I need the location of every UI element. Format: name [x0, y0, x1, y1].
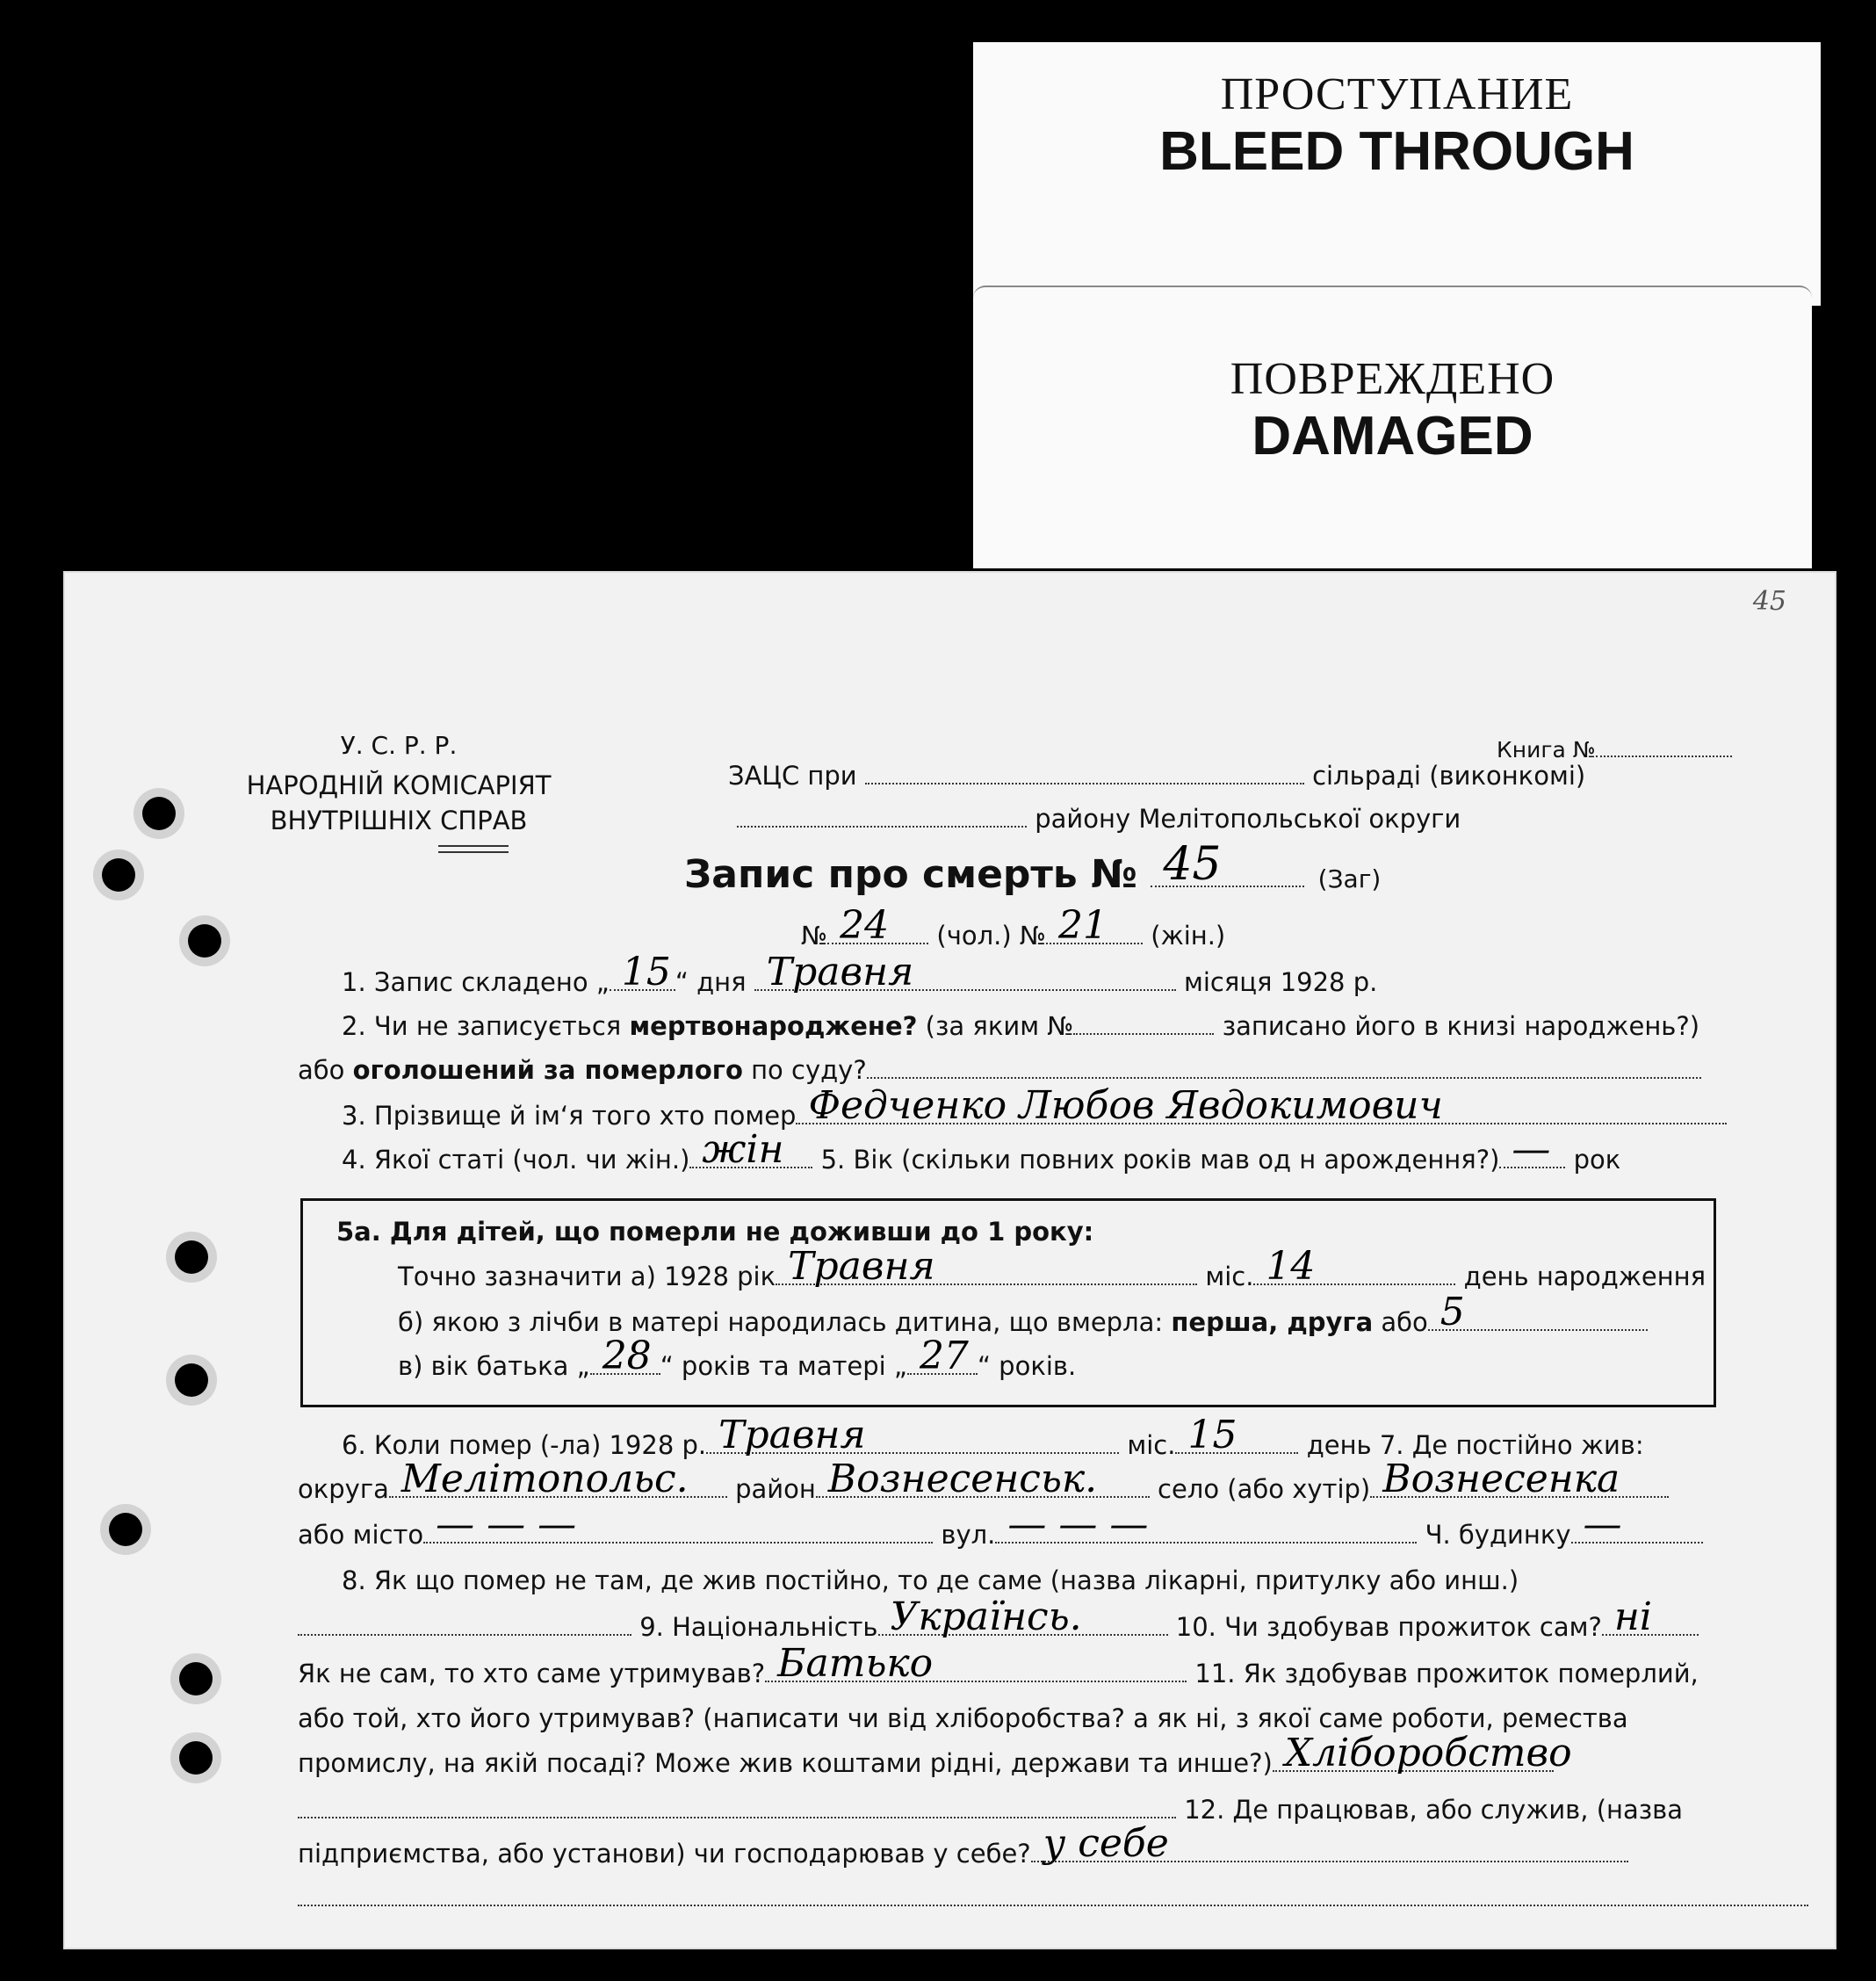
- line-c-mid: “ років та матері „: [660, 1351, 907, 1381]
- f10-field: [1602, 1594, 1699, 1639]
- punch-hole: [179, 1662, 213, 1695]
- box5a-line-b: [398, 1290, 1648, 1337]
- punch-hole: [175, 1363, 208, 1397]
- record-suffix: (Заг): [1317, 864, 1382, 893]
- field-3: [342, 1083, 1727, 1131]
- female-number: 21: [1058, 903, 1108, 948]
- field-12: [298, 1794, 1683, 1825]
- field-6: [342, 1413, 1644, 1460]
- field-2: [342, 1010, 1699, 1041]
- field-4-5: [342, 1127, 1621, 1175]
- line-a-month-field: [776, 1244, 1197, 1289]
- selrada-label: сільраді (виконкомі): [1312, 761, 1586, 791]
- f4-sex: жін: [702, 1127, 784, 1172]
- f2b-end: по суду?: [751, 1055, 867, 1085]
- f3-field: [796, 1083, 1727, 1128]
- f5-label: 5. Вік (скільки повних років мав од н арождення?): [820, 1145, 1500, 1175]
- line-c-mother: 27: [919, 1334, 969, 1378]
- zags-line: [728, 760, 1585, 791]
- f10-label: 10. Чи здобував прожиток сам?: [1175, 1612, 1602, 1642]
- f5-age: —: [1512, 1127, 1551, 1172]
- field-9-10: [298, 1594, 1699, 1642]
- field-7-city: [298, 1502, 1703, 1550]
- line-c-label: в) вік батька „: [398, 1351, 590, 1381]
- damaged-ru: ПОВРЕЖДЕНО: [1230, 354, 1555, 404]
- field-8: 8. Як що помер не там, де жив постійно, то де саме (назва лікарні, притулку або инш.): [342, 1565, 1519, 1595]
- f1-month-field: [754, 950, 1176, 994]
- f11-label: 11. Як здобував прожиток померлий,: [1194, 1659, 1699, 1688]
- line-a-mid: міс.: [1205, 1262, 1254, 1291]
- f6-day-field: [1175, 1413, 1298, 1457]
- f9-nationality: Українсь.: [890, 1594, 1082, 1639]
- f7-vul-field: [995, 1502, 1417, 1547]
- bleed-through-card: [973, 42, 1821, 306]
- punch-hole: [175, 1240, 208, 1274]
- male-number: 24: [840, 903, 890, 948]
- f5-field: [1499, 1127, 1565, 1172]
- punch-hole: [142, 797, 176, 830]
- district-label: району Мелітопольської округи: [1035, 804, 1461, 834]
- field-1: [342, 950, 1378, 997]
- line-a-end: день народження: [1463, 1262, 1706, 1291]
- f10b-value: Батько: [777, 1641, 934, 1686]
- male-no-label: №: [801, 921, 828, 951]
- line-b-value: 5: [1439, 1290, 1465, 1334]
- f6-label: 6. Коли помер (-ла) 1928 р.: [342, 1430, 707, 1460]
- f9-label: 9. Національність: [639, 1612, 878, 1642]
- f6-mid: міс.: [1127, 1430, 1176, 1460]
- f12-line-2-text: підприємства, або установи) чи господарював у себе?: [298, 1839, 1031, 1869]
- f8-field: [298, 1611, 631, 1636]
- district-field: [737, 803, 1027, 828]
- f2b-field: [867, 1054, 1701, 1079]
- male-number-field: [827, 903, 928, 948]
- f1-month: Травня: [766, 950, 914, 994]
- female-number-field: [1046, 903, 1143, 948]
- record-number-field: [1151, 838, 1304, 891]
- f7-okruha-label: округа: [298, 1474, 389, 1504]
- f2-label: 2. Чи не записується: [342, 1011, 622, 1041]
- field-7-location: [298, 1457, 1669, 1504]
- f7-budynok-field: [1571, 1502, 1703, 1547]
- f1-mid: “ дня: [675, 967, 747, 997]
- line-c-end: “ років.: [977, 1351, 1077, 1381]
- f11-line-3-text: промислу, на якій посаді? Може жив коштами рідні, держави та инше?): [298, 1748, 1273, 1778]
- f11-line-3: [298, 1731, 1572, 1778]
- punch-hole: [109, 1513, 142, 1546]
- death-record-form: [63, 571, 1836, 1949]
- f1-label: 1. Запис складено „: [342, 967, 610, 997]
- zags-label: ЗАЦС при: [728, 761, 857, 791]
- f1-day: 15: [621, 950, 671, 994]
- f2-bold: мертвонароджене?: [629, 1011, 918, 1041]
- f7-vul-label: вул.: [941, 1520, 996, 1550]
- f11-continuation-field: [298, 1794, 1176, 1818]
- f3-name: Федченко Любов Явдокимович: [808, 1083, 1443, 1128]
- book-number: [1497, 733, 1732, 763]
- margin-note: 45: [1752, 586, 1786, 617]
- f7-selo-field: [1370, 1457, 1669, 1501]
- f7-vul: — — —: [1007, 1502, 1149, 1547]
- line-c-father: 28: [602, 1334, 652, 1378]
- f3-label: 3. Прізвище й ім‘я того хто помер: [342, 1101, 797, 1131]
- divider: [438, 845, 509, 853]
- f4-label: 4. Якої статі (чол. чи жін.): [342, 1145, 690, 1175]
- female-label: (жін.): [1151, 921, 1226, 951]
- line-c-father-field: [590, 1334, 660, 1378]
- book-label: Книга №: [1497, 737, 1596, 763]
- f7-budynok-label: Ч. будинку: [1425, 1520, 1571, 1550]
- f12-field: [1031, 1821, 1628, 1866]
- male-label: (чол.) №: [936, 921, 1047, 951]
- record-number: 45: [1163, 838, 1222, 891]
- f11-line-2: або той, хто його утримував? (написати чи від хліборобства? а як ні, з якої саме роботи, ремества: [298, 1703, 1628, 1733]
- f7-raion-label: район: [735, 1474, 816, 1504]
- damaged-en: DAMAGED: [1252, 406, 1533, 466]
- f11-field: [1273, 1731, 1572, 1775]
- f12-label: 12. Де працював, або служив, (назва: [1184, 1795, 1684, 1825]
- f10-value: ні: [1613, 1594, 1652, 1639]
- damaged-card: [973, 286, 1812, 568]
- f7-okruha-field: [389, 1457, 727, 1501]
- f6-day: 15: [1187, 1413, 1237, 1457]
- f9-field: [878, 1594, 1168, 1639]
- ministry-line-1: НАРОДНІЙ КОМІСАРІЯТ: [246, 770, 552, 800]
- f7-misto-label: або місто: [298, 1520, 424, 1550]
- f12-line-2: [298, 1821, 1628, 1869]
- record-title-text: Запис про смерть №: [684, 852, 1137, 897]
- bleed-through-ru: ПРОСТУПАНИЕ: [1220, 69, 1574, 119]
- field-10b-11: [298, 1641, 1699, 1688]
- f5-end: рок: [1573, 1145, 1621, 1175]
- line-b-field: [1428, 1290, 1648, 1334]
- line-c-mother-field: [907, 1334, 978, 1378]
- f2b-bold: оголошений за померлого: [352, 1055, 743, 1085]
- f1-end: місяця 1928 р.: [1183, 967, 1378, 997]
- line-a-month: Травня: [788, 1244, 935, 1289]
- ministry-line-2: ВНУТРІШНІХ СПРАВ: [270, 806, 528, 835]
- box5a-line-c: [398, 1334, 1077, 1381]
- box5a-title: 5а. Для дітей, що померли не доживши до 1 року:: [336, 1217, 1094, 1247]
- zags-field: [865, 760, 1304, 784]
- f4-field: [689, 1127, 812, 1172]
- f12-continuation-field: [298, 1882, 1808, 1906]
- f6-month: Травня: [718, 1413, 866, 1457]
- record-title: [684, 838, 1382, 897]
- line-b-mid: або: [1381, 1307, 1428, 1337]
- line-a-day-field: [1253, 1244, 1455, 1289]
- line-b-bold: перша, друга: [1171, 1307, 1374, 1337]
- f12-value: у себе: [1043, 1821, 1169, 1866]
- f2b-label: або: [298, 1055, 345, 1085]
- subnumbers-line: [801, 903, 1226, 951]
- punch-hole: [188, 924, 221, 958]
- f7-misto: — — —: [436, 1502, 577, 1547]
- f2-mid: (за яким №: [925, 1011, 1074, 1041]
- punch-hole: [102, 858, 135, 892]
- f7-selo-label: село (або хутір): [1158, 1474, 1371, 1504]
- f12-line-3: [298, 1882, 1808, 1912]
- line-a-day: 14: [1266, 1244, 1316, 1289]
- f7-selo: Вознесенка: [1382, 1457, 1620, 1501]
- f6-end: день 7. Де постійно жив:: [1306, 1430, 1644, 1460]
- line-b-label: б) якою з лічби в матері народилась дитина, що вмерла:: [398, 1307, 1164, 1337]
- f2-end: записано його в книзі народжень?): [1222, 1011, 1700, 1041]
- bleed-through-en: BLEED THROUGH: [1159, 121, 1634, 182]
- line-a-label: Точно зазначити а) 1928 рік: [398, 1262, 776, 1291]
- f7-raion-field: [816, 1457, 1150, 1501]
- f7-budynok: —: [1583, 1502, 1622, 1547]
- f2-number-field: [1073, 1010, 1214, 1035]
- f10b-field: [765, 1641, 1187, 1686]
- district-line: [737, 803, 1461, 834]
- f7-misto-field: [423, 1502, 933, 1547]
- book-number-field: [1596, 733, 1732, 757]
- field-2b: [298, 1054, 1701, 1085]
- box5a-line-a: [398, 1244, 1706, 1291]
- box-5a: [300, 1198, 1716, 1407]
- ussr-label: У. С. Р. Р.: [340, 731, 458, 760]
- f1-day-field: [610, 950, 675, 994]
- f6-month-field: [706, 1413, 1119, 1457]
- f11-value: Хліборобство: [1284, 1731, 1572, 1775]
- f10b-label: Як не сам, то хто саме утримував?: [298, 1659, 766, 1688]
- punch-hole: [179, 1741, 213, 1775]
- f7-raion: Вознесенськ.: [827, 1457, 1098, 1501]
- f7-okruha: Мелітопольс.: [400, 1457, 689, 1501]
